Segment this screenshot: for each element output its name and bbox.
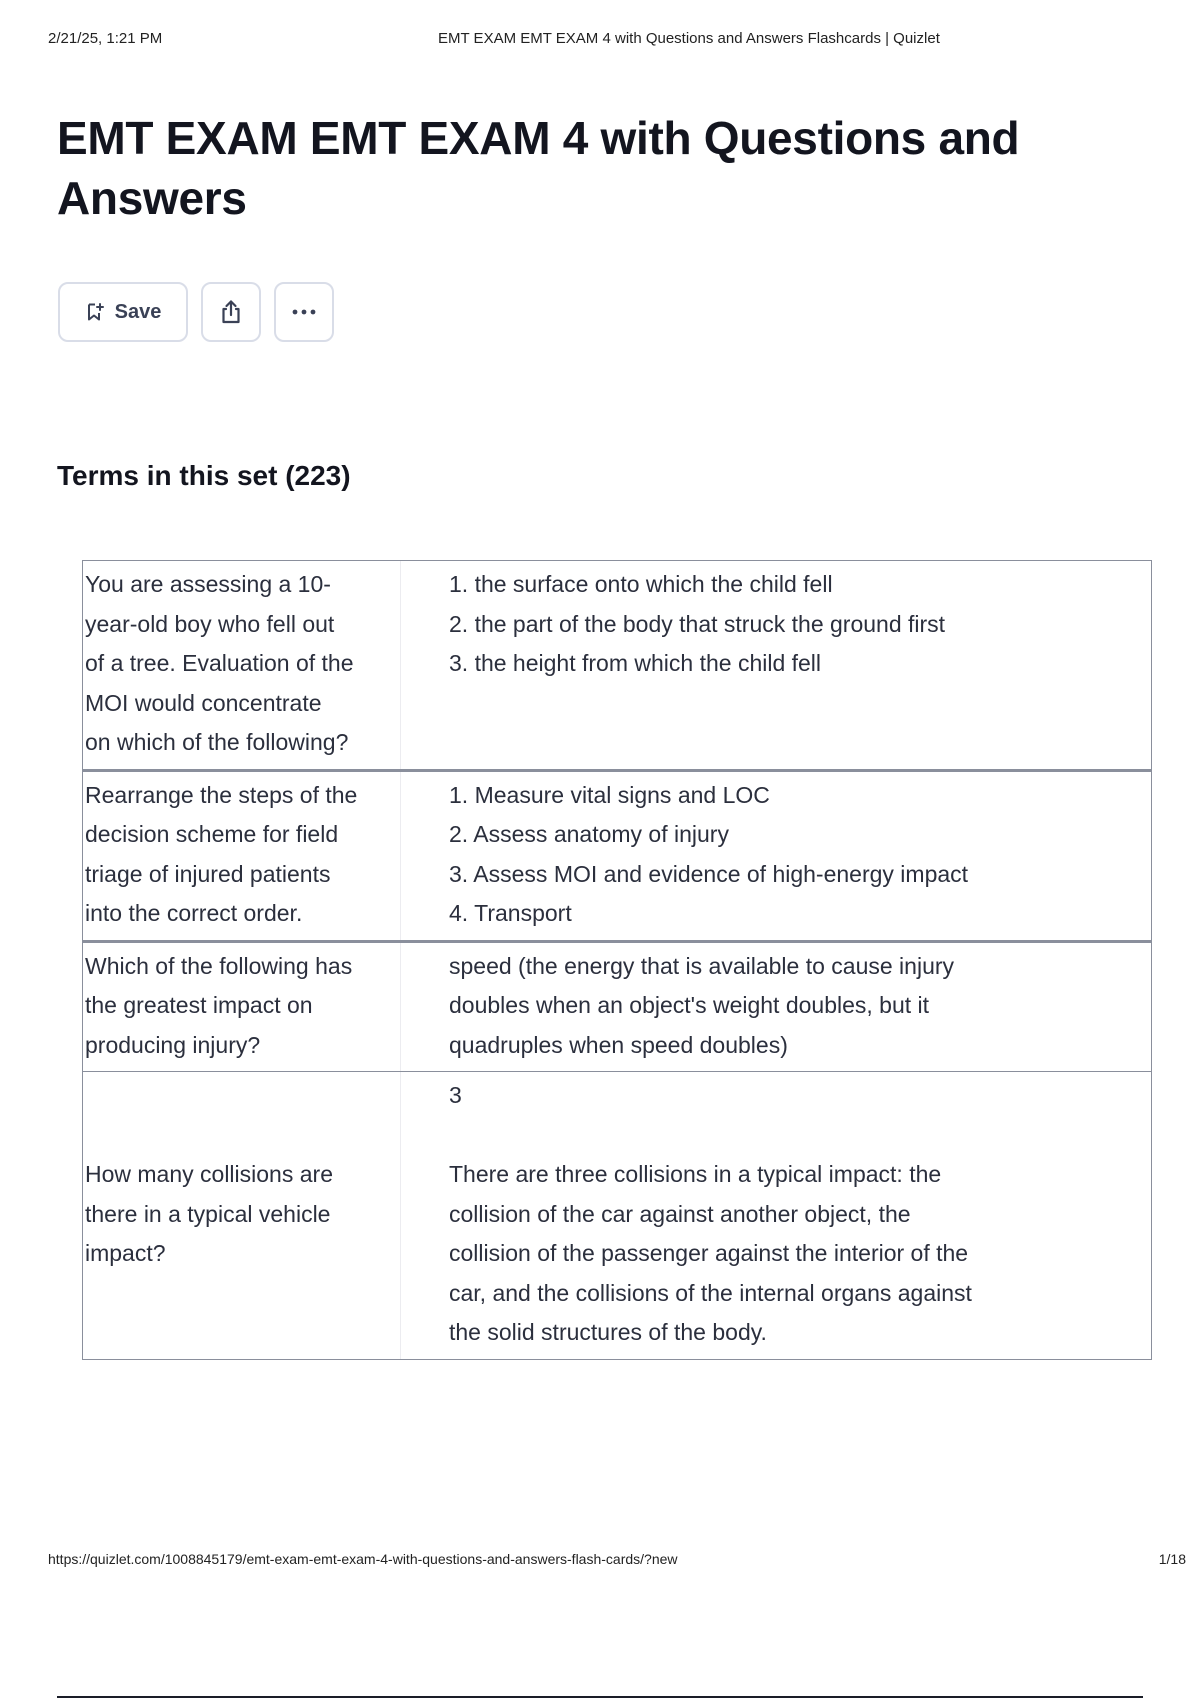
page-title-line-1: EMT EXAM EMT EXAM 4 with Questions and bbox=[57, 112, 1020, 164]
terms-table bbox=[82, 560, 1152, 1360]
save-button[interactable] bbox=[58, 282, 188, 342]
definition-line: 3 bbox=[449, 1082, 462, 1108]
term-cell bbox=[83, 561, 401, 769]
term-line: triage of injured patients bbox=[85, 860, 331, 887]
definition-cell bbox=[401, 943, 1151, 1072]
term-line: decision scheme for field bbox=[85, 821, 339, 847]
definition-line: 1. the surface onto which the child fell bbox=[449, 571, 833, 597]
term-cell bbox=[83, 1072, 401, 1359]
page-title-line-2: Answers bbox=[57, 172, 247, 224]
definition-line: 3. Assess MOI and evidence of high-energy impact bbox=[449, 860, 969, 887]
share-button[interactable] bbox=[201, 282, 261, 342]
term-line: of a tree. Evaluation of the bbox=[85, 650, 354, 676]
share-icon bbox=[217, 298, 245, 326]
term-line: there in a typical vehicle bbox=[85, 1200, 331, 1227]
print-page-title: EMT EXAM EMT EXAM 4 with Questions and Answers Flashcards | Quizlet bbox=[438, 30, 940, 47]
term-row bbox=[83, 943, 1151, 1073]
term-line: MOI would concentrate bbox=[85, 689, 322, 716]
term-line: Which of the following has bbox=[85, 952, 353, 979]
print-date: 2/21/25, 1:21 PM bbox=[48, 30, 163, 47]
definition-line: the solid structures of the body. bbox=[449, 1319, 767, 1345]
term-line: How many collisions are bbox=[85, 1161, 333, 1187]
definition-cell bbox=[401, 561, 1151, 769]
definition-line: car, and the collisions of the internal organs against bbox=[449, 1279, 972, 1306]
term-cell bbox=[83, 772, 401, 940]
more-options-button[interactable] bbox=[274, 282, 334, 342]
term-row bbox=[83, 1072, 1151, 1359]
page-title bbox=[57, 108, 1097, 228]
definition-line: speed (the energy that is available to cause injury bbox=[449, 952, 955, 979]
definition-line: There are three collisions in a typical impact: the bbox=[449, 1161, 942, 1187]
term-line: impact? bbox=[85, 1240, 166, 1266]
more-icon bbox=[290, 308, 318, 316]
term-line: the greatest impact on bbox=[85, 992, 313, 1018]
definition-line: doubles when an object's weight doubles, but it bbox=[449, 992, 930, 1018]
definition-line: 3. the height from which the child fell bbox=[449, 650, 822, 676]
save-button-label: Save bbox=[114, 300, 162, 323]
definition-blank-line bbox=[449, 1116, 1131, 1156]
term-line: on which of the following? bbox=[85, 729, 349, 755]
definition-cell bbox=[401, 1072, 1151, 1359]
bottom-divider bbox=[57, 1696, 1143, 1698]
term-line: into the correct order. bbox=[85, 900, 303, 926]
term-line: producing injury? bbox=[85, 1031, 261, 1058]
bookmark-add-icon bbox=[85, 302, 105, 322]
footer-url: https://quizlet.com/1008845179/emt-exam-emt-exam-4-with-questions-and-answers-flash-cards/?new bbox=[48, 1551, 678, 1567]
definition-line: collision of the car against another object, the bbox=[449, 1200, 911, 1227]
print-header bbox=[48, 30, 1152, 50]
definition-line: 1. Measure vital signs and LOC bbox=[449, 781, 770, 808]
action-bar bbox=[58, 282, 334, 342]
definition-cell bbox=[401, 772, 1151, 940]
definition-line: 2. Assess anatomy of injury bbox=[449, 821, 729, 847]
term-line: Rearrange the steps of the bbox=[85, 781, 358, 808]
definition-line: collision of the passenger against the interior of the bbox=[449, 1240, 969, 1266]
term-line: You are assessing a 10- bbox=[85, 571, 331, 597]
definition-line: quadruples when speed doubles) bbox=[449, 1031, 788, 1058]
term-row bbox=[83, 561, 1151, 772]
definition-line: 4. Transport bbox=[449, 900, 572, 926]
term-line: year-old boy who fell out bbox=[85, 610, 335, 637]
definition-line: 2. the part of the body that struck the ground first bbox=[449, 610, 946, 637]
footer-page-number: 1/18 bbox=[1158, 1551, 1186, 1567]
term-cell bbox=[83, 943, 401, 1072]
term-row bbox=[83, 772, 1151, 943]
terms-heading: Terms in this set (223) bbox=[57, 460, 351, 491]
